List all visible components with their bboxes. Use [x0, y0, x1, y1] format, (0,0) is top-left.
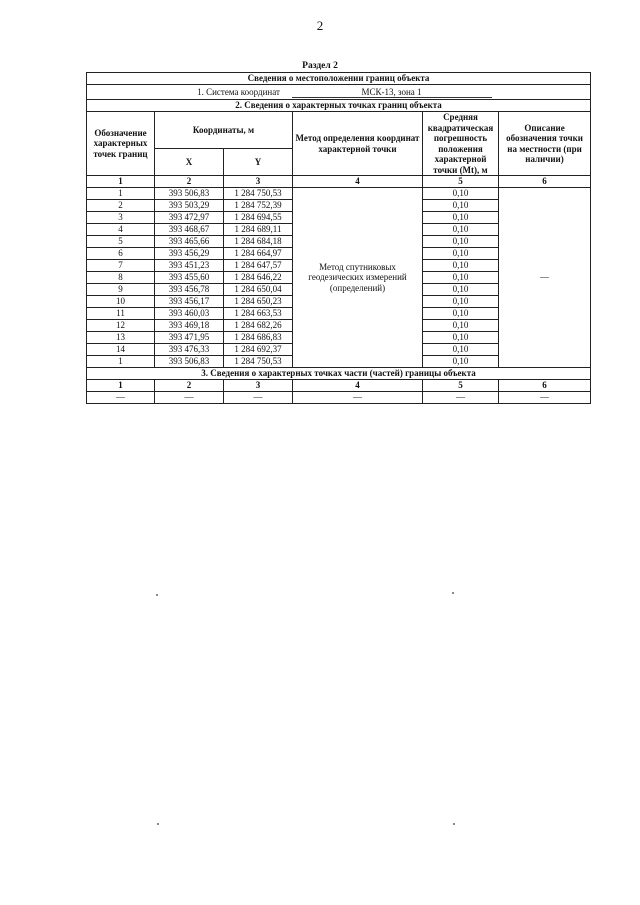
block3-cell: —	[155, 392, 224, 404]
col-number: 2	[155, 380, 224, 392]
point-y: 1 284 647,57	[224, 260, 293, 272]
point-x: 393 503,29	[155, 200, 224, 212]
header-description: Описание обозначения точки на местности (при наличии)	[499, 112, 591, 176]
point-id: 5	[87, 236, 155, 248]
point-id: 13	[87, 332, 155, 344]
col-number: 1	[87, 176, 155, 188]
page-number: 2	[316, 18, 324, 33]
point-error: 0,10	[423, 224, 499, 236]
method-cell: Метод спутниковых геодезических измерений (определений)	[293, 188, 423, 368]
point-id: 6	[87, 248, 155, 260]
col-number: 5	[423, 380, 499, 392]
point-x: 393 468,67	[155, 224, 224, 236]
coord-system-row	[87, 85, 591, 100]
point-error: 0,10	[423, 332, 499, 344]
block2-title: 2. Сведения о характерных точках границ объекта	[87, 100, 591, 112]
point-error: 0,10	[423, 308, 499, 320]
point-id: 12	[87, 320, 155, 332]
point-y: 1 284 684,18	[224, 236, 293, 248]
boundary-table	[86, 72, 591, 404]
point-x: 393 455,60	[155, 272, 224, 284]
point-id: 1	[87, 356, 155, 368]
point-error: 0,10	[423, 356, 499, 368]
description-cell: —	[499, 188, 591, 368]
header-x: X	[155, 149, 224, 176]
point-id: 3	[87, 212, 155, 224]
col-number: 3	[224, 176, 293, 188]
header-y: Y	[224, 149, 293, 176]
point-x: 393 472,97	[155, 212, 224, 224]
point-id: 14	[87, 344, 155, 356]
point-error: 0,10	[423, 272, 499, 284]
point-y: 1 284 682,26	[224, 320, 293, 332]
point-x: 393 506,83	[155, 356, 224, 368]
col-number: 3	[224, 380, 293, 392]
point-x: 393 469,18	[155, 320, 224, 332]
point-id: 11	[87, 308, 155, 320]
point-x: 393 460,03	[155, 308, 224, 320]
block3-title: 3. Сведения о характерных точках части (частей) границы объекта	[87, 368, 591, 380]
point-error: 0,10	[423, 320, 499, 332]
point-x: 393 471,95	[155, 332, 224, 344]
block3-cell: —	[499, 392, 591, 404]
header-error: Средняя квадратическая погрешность положения характерной точки (Mt), м	[423, 112, 499, 176]
point-id: 1	[87, 188, 155, 200]
point-y: 1 284 664,97	[224, 248, 293, 260]
point-id: 2	[87, 200, 155, 212]
point-y: 1 284 692,37	[224, 344, 293, 356]
point-y: 1 284 686,83	[224, 332, 293, 344]
coord-system-label: 1. Система координат	[197, 86, 280, 97]
header-designation: Обозначение характерных точек границ	[87, 112, 155, 176]
point-id: 4	[87, 224, 155, 236]
point-id: 9	[87, 284, 155, 296]
block3-data-row	[87, 392, 591, 404]
section-title: Раздел 2	[302, 61, 338, 71]
point-x: 393 456,17	[155, 296, 224, 308]
point-y: 1 284 750,53	[224, 356, 293, 368]
block3-cell: —	[423, 392, 499, 404]
point-error: 0,10	[423, 236, 499, 248]
block3-column-numbers-row	[87, 380, 591, 392]
point-x: 393 456,78	[155, 284, 224, 296]
point-y: 1 284 663,53	[224, 308, 293, 320]
block1-title: Сведения о местоположении границ объекта	[87, 73, 591, 85]
header-coords: Координаты, м	[155, 112, 293, 149]
point-id: 10	[87, 296, 155, 308]
col-number: 4	[293, 176, 423, 188]
col-number: 2	[155, 176, 224, 188]
point-y: 1 284 694,55	[224, 212, 293, 224]
point-y: 1 284 750,53	[224, 188, 293, 200]
point-error: 0,10	[423, 248, 499, 260]
point-error: 0,10	[423, 212, 499, 224]
point-y: 1 284 650,23	[224, 296, 293, 308]
point-error: 0,10	[423, 260, 499, 272]
point-x: 393 451,23	[155, 260, 224, 272]
point-x: 393 476,33	[155, 344, 224, 356]
block3-cell: —	[293, 392, 423, 404]
header-method: Метод определения координат характерной точки	[293, 112, 423, 176]
col-number: 1	[87, 380, 155, 392]
point-error: 0,10	[423, 188, 499, 200]
column-numbers-row	[87, 176, 591, 188]
point-id: 8	[87, 272, 155, 284]
point-error: 0,10	[423, 284, 499, 296]
point-y: 1 284 646,22	[224, 272, 293, 284]
col-number: 4	[293, 380, 423, 392]
point-id: 7	[87, 260, 155, 272]
point-error: 0,10	[423, 344, 499, 356]
scan-speck	[453, 823, 455, 825]
scan-speck	[452, 592, 454, 594]
scan-speck	[157, 823, 159, 825]
block3-cell: —	[224, 392, 293, 404]
point-x: 393 506,83	[155, 188, 224, 200]
col-number: 6	[499, 380, 591, 392]
point-row	[87, 188, 591, 200]
block3-cell: —	[87, 392, 155, 404]
col-number: 5	[423, 176, 499, 188]
point-x: 393 456,29	[155, 248, 224, 260]
point-y: 1 284 650,04	[224, 284, 293, 296]
point-error: 0,10	[423, 200, 499, 212]
scan-speck	[156, 594, 158, 596]
col-number: 6	[499, 176, 591, 188]
point-y: 1 284 689,11	[224, 224, 293, 236]
point-error: 0,10	[423, 296, 499, 308]
point-y: 1 284 752,39	[224, 200, 293, 212]
point-x: 393 465,66	[155, 236, 224, 248]
coord-system-value: МСК-13, зона 1	[292, 87, 492, 98]
